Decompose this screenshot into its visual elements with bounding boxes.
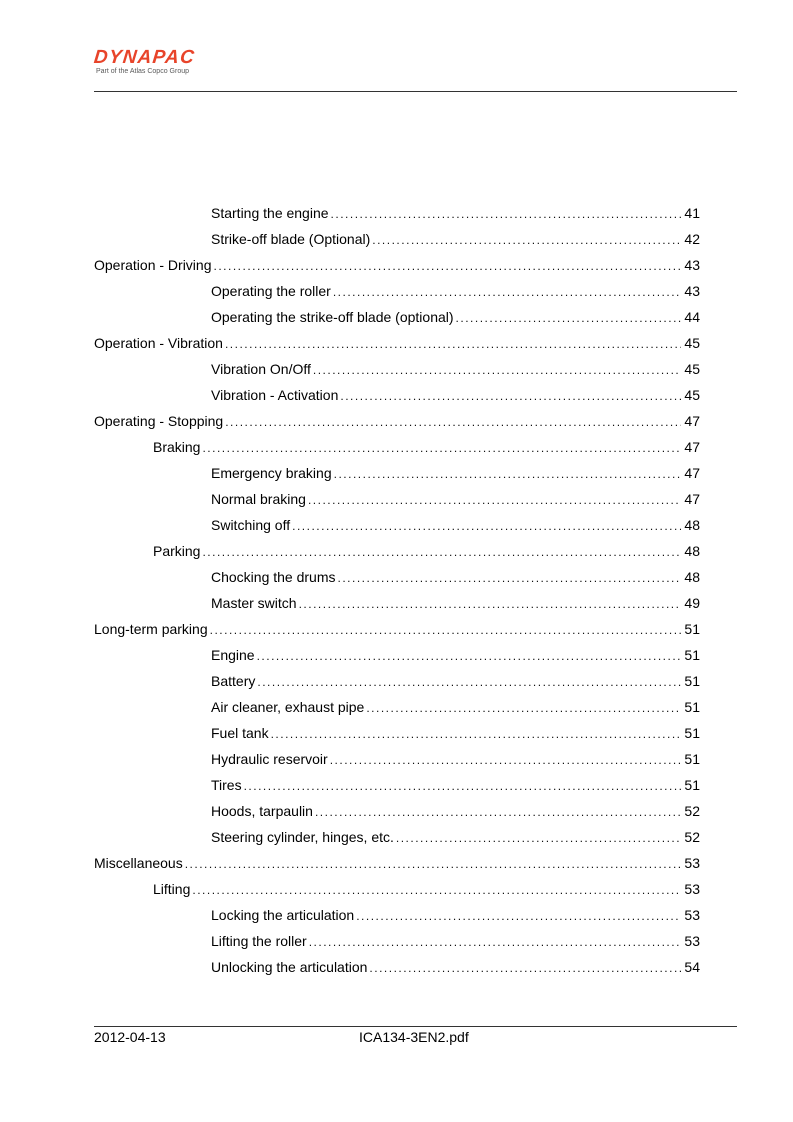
dot-leader bbox=[214, 255, 682, 277]
toc-entry-page-number: 51 bbox=[684, 647, 700, 663]
toc-entry-page-number: 47 bbox=[684, 465, 700, 481]
toc-entry-page-number: 51 bbox=[684, 751, 700, 767]
toc-entry-title: Operating - Stopping bbox=[94, 413, 224, 429]
toc-entry-title: Unlocking the articulation bbox=[211, 959, 368, 975]
toc-entry-page-number: 41 bbox=[684, 205, 700, 221]
toc-entry-title: Operation - Driving bbox=[94, 257, 212, 273]
toc-entry[interactable] bbox=[94, 254, 700, 280]
toc-entry-page-number: 53 bbox=[684, 907, 700, 923]
toc-entry-page-number: 43 bbox=[684, 257, 700, 273]
toc-entry[interactable] bbox=[94, 332, 700, 358]
toc-entry[interactable] bbox=[94, 384, 700, 410]
dot-leader bbox=[340, 385, 681, 407]
toc-entry[interactable] bbox=[94, 280, 700, 306]
dot-leader bbox=[225, 411, 681, 433]
toc-entry[interactable] bbox=[94, 774, 700, 800]
toc-entry-page-number: 52 bbox=[684, 803, 700, 819]
toc-entry[interactable] bbox=[94, 956, 700, 982]
dot-leader bbox=[292, 515, 681, 537]
dot-leader bbox=[299, 593, 682, 615]
dot-leader bbox=[202, 541, 681, 563]
dot-leader bbox=[456, 307, 682, 329]
toc-entry-page-number: 48 bbox=[684, 543, 700, 559]
toc-entry-title: Locking the articulation bbox=[211, 907, 355, 923]
toc-entry[interactable] bbox=[94, 644, 700, 670]
toc-entry[interactable] bbox=[94, 228, 700, 254]
dot-leader bbox=[309, 931, 682, 953]
toc-entry[interactable] bbox=[94, 722, 700, 748]
toc-entry-title: Vibration On/Off bbox=[211, 361, 311, 377]
toc-entry[interactable] bbox=[94, 514, 700, 540]
toc-entry-title: Fuel tank bbox=[211, 725, 269, 741]
footer-date: 2012-04-13 bbox=[94, 1029, 166, 1045]
footer-divider bbox=[94, 1026, 737, 1027]
toc-entry-title: Battery bbox=[211, 673, 256, 689]
toc-entry-page-number: 42 bbox=[684, 231, 700, 247]
toc-entry-page-number: 47 bbox=[684, 413, 700, 429]
toc-entry[interactable] bbox=[94, 488, 700, 514]
toc-entry[interactable] bbox=[94, 202, 700, 228]
toc-entry[interactable] bbox=[94, 540, 700, 566]
toc-entry-title: Braking bbox=[153, 439, 201, 455]
toc-entry[interactable] bbox=[94, 670, 700, 696]
footer-filename: ICA134-3EN2.pdf bbox=[359, 1029, 469, 1045]
dot-leader bbox=[271, 723, 682, 745]
dot-leader bbox=[369, 957, 681, 979]
toc-entry-page-number: 51 bbox=[684, 673, 700, 689]
dot-leader bbox=[244, 775, 682, 797]
toc-entry-title: Master switch bbox=[211, 595, 297, 611]
toc-entry[interactable] bbox=[94, 696, 700, 722]
dot-leader bbox=[331, 203, 682, 225]
dot-leader bbox=[225, 333, 681, 355]
toc-entry-title: Operating the roller bbox=[211, 283, 331, 299]
toc-entry[interactable] bbox=[94, 592, 700, 618]
brand-logo bbox=[94, 48, 195, 76]
table-of-contents bbox=[94, 202, 700, 982]
toc-entry[interactable] bbox=[94, 878, 700, 904]
toc-entry-page-number: 45 bbox=[684, 387, 700, 403]
toc-entry-title: Chocking the drums bbox=[211, 569, 336, 585]
toc-entry-title: Steering cylinder, hinges, etc. bbox=[211, 829, 394, 845]
toc-entry-title: Lifting bbox=[153, 881, 191, 897]
dot-leader bbox=[313, 359, 682, 381]
toc-entry[interactable] bbox=[94, 618, 700, 644]
toc-entry-page-number: 43 bbox=[684, 283, 700, 299]
brand-name: DYNAPAC bbox=[92, 47, 197, 68]
dot-leader bbox=[396, 827, 682, 849]
toc-entry-title: Operation - Vibration bbox=[94, 335, 223, 351]
toc-entry-title: Switching off bbox=[211, 517, 291, 533]
toc-entry-page-number: 53 bbox=[684, 933, 700, 949]
toc-entry-page-number: 45 bbox=[684, 335, 700, 351]
toc-entry-title: Air cleaner, exhaust pipe bbox=[211, 699, 365, 715]
toc-entry[interactable] bbox=[94, 462, 700, 488]
toc-entry-page-number: 44 bbox=[684, 309, 700, 325]
toc-entry[interactable] bbox=[94, 748, 700, 774]
dot-leader bbox=[333, 281, 682, 303]
toc-entry-page-number: 48 bbox=[684, 569, 700, 585]
toc-entry-title: Operating the strike-off blade (optional) bbox=[211, 309, 454, 325]
dot-leader bbox=[356, 905, 681, 927]
toc-entry-title: Engine bbox=[211, 647, 255, 663]
toc-entry[interactable] bbox=[94, 800, 700, 826]
toc-entry-page-number: 51 bbox=[684, 699, 700, 715]
toc-entry-title: Lifting the roller bbox=[211, 933, 307, 949]
dot-leader bbox=[257, 671, 681, 693]
toc-entry-title: Starting the engine bbox=[211, 205, 329, 221]
dot-leader bbox=[192, 879, 681, 901]
toc-entry-page-number: 47 bbox=[684, 491, 700, 507]
dot-leader bbox=[334, 463, 682, 485]
dot-leader bbox=[366, 697, 681, 719]
toc-entry-title: Strike-off blade (Optional) bbox=[211, 231, 371, 247]
toc-entry-title: Miscellaneous bbox=[94, 855, 183, 871]
toc-entry-page-number: 51 bbox=[684, 777, 700, 793]
toc-entry[interactable] bbox=[94, 566, 700, 592]
toc-entry-title: Hydraulic reservoir bbox=[211, 751, 328, 767]
dot-leader bbox=[372, 229, 681, 251]
toc-entry[interactable] bbox=[94, 904, 700, 930]
toc-entry-page-number: 53 bbox=[684, 881, 700, 897]
toc-entry[interactable] bbox=[94, 930, 700, 956]
toc-entry-page-number: 53 bbox=[684, 855, 700, 871]
toc-entry-title: Vibration - Activation bbox=[211, 387, 339, 403]
toc-entry[interactable] bbox=[94, 306, 700, 332]
toc-entry-page-number: 48 bbox=[684, 517, 700, 533]
toc-entry-title: Tires bbox=[211, 777, 242, 793]
toc-entry-title: Long-term parking bbox=[94, 621, 208, 637]
toc-entry-page-number: 49 bbox=[684, 595, 700, 611]
dot-leader bbox=[257, 645, 682, 667]
toc-entry-page-number: 45 bbox=[684, 361, 700, 377]
header-divider bbox=[94, 91, 737, 92]
toc-entry-title: Normal braking bbox=[211, 491, 306, 507]
dot-leader bbox=[210, 619, 682, 641]
toc-entry-page-number: 54 bbox=[684, 959, 700, 975]
dot-leader bbox=[202, 437, 681, 459]
toc-entry-page-number: 51 bbox=[684, 725, 700, 741]
toc-entry-title: Hoods, tarpaulin bbox=[211, 803, 313, 819]
toc-entry-page-number: 47 bbox=[684, 439, 700, 455]
toc-entry-page-number: 51 bbox=[684, 621, 700, 637]
toc-entry-page-number: 52 bbox=[684, 829, 700, 845]
toc-entry[interactable] bbox=[94, 852, 700, 878]
toc-entry[interactable] bbox=[94, 826, 700, 852]
dot-leader bbox=[315, 801, 681, 823]
toc-entry-title: Emergency braking bbox=[211, 465, 332, 481]
brand-tagline: Part of the Atlas Copco Group bbox=[96, 68, 189, 75]
toc-entry-title: Parking bbox=[153, 543, 201, 559]
toc-entry[interactable] bbox=[94, 436, 700, 462]
dot-leader bbox=[308, 489, 681, 511]
dot-leader bbox=[338, 567, 682, 589]
dot-leader bbox=[185, 853, 682, 875]
toc-entry[interactable] bbox=[94, 358, 700, 384]
dot-leader bbox=[330, 749, 682, 771]
toc-entry[interactable] bbox=[94, 410, 700, 436]
